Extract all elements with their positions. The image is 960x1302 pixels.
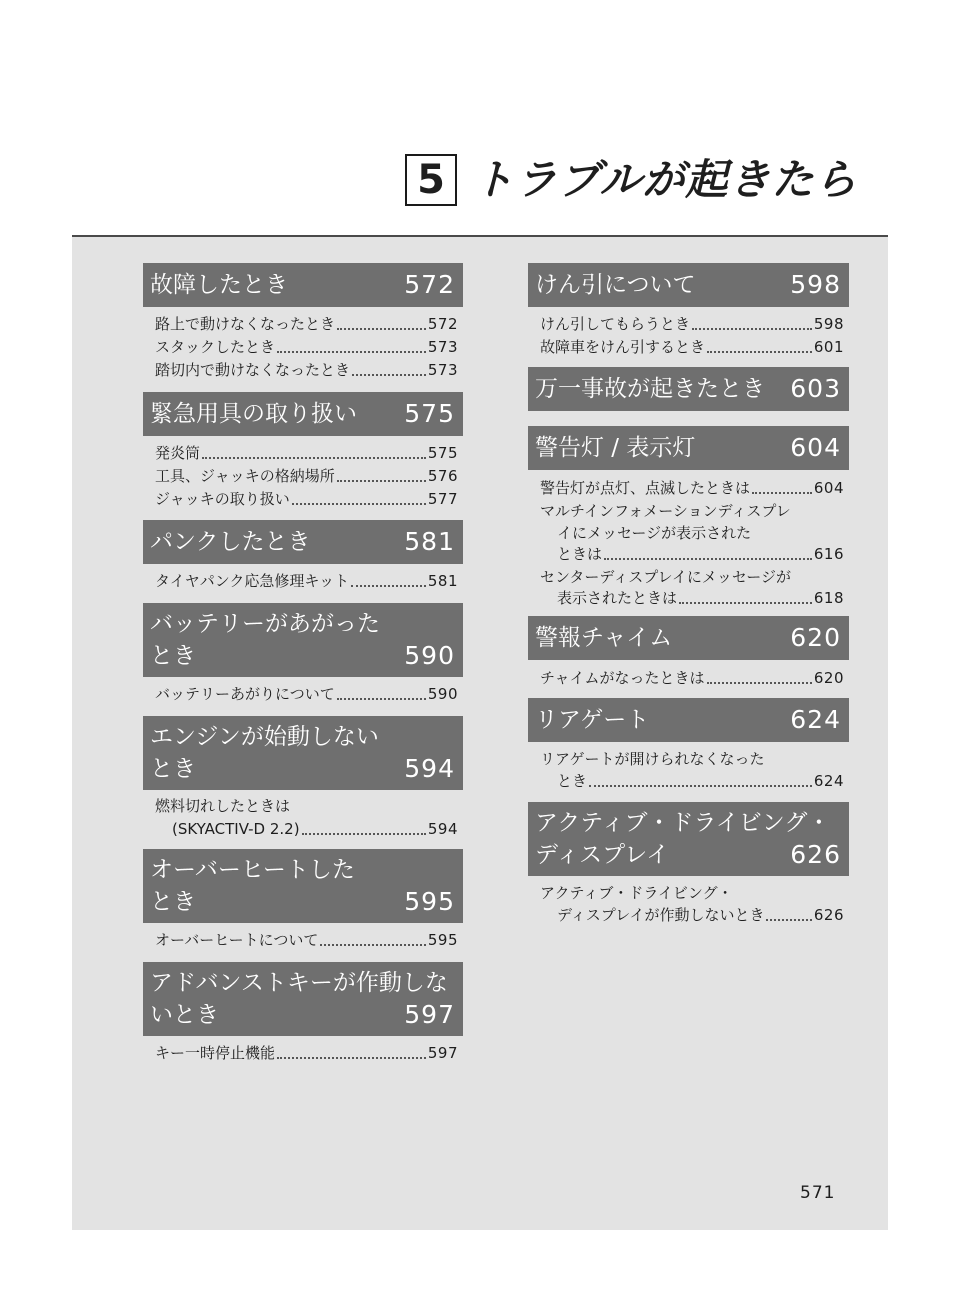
section-battery-header[interactable] bbox=[143, 603, 463, 677]
section-page: 597 bbox=[404, 1000, 455, 1029]
section-title: 警告灯 / 表示灯 bbox=[535, 435, 696, 461]
section-title-line2: とき bbox=[150, 643, 196, 669]
section-page: 626 bbox=[790, 840, 841, 869]
toc-entry[interactable]: オーバーヒートについて 595 bbox=[155, 931, 458, 949]
section-reargate-header[interactable] bbox=[528, 698, 849, 742]
section-title-line1: アドバンストキーが作動しな bbox=[150, 970, 448, 996]
toc-entry[interactable]: ディスプレイが作動しないとき 626 bbox=[557, 906, 844, 924]
section-page: 572 bbox=[404, 270, 455, 299]
section-title-line1: オーバーヒートした bbox=[150, 857, 355, 883]
toc-entry[interactable]: 踏切内で動けなくなったとき 573 bbox=[155, 361, 458, 379]
toc-entry-line: マルチインフォメーションディスプレ bbox=[540, 502, 791, 520]
section-title: けん引について bbox=[535, 272, 696, 298]
section-title-line2: いとき bbox=[150, 1002, 219, 1028]
section-title-line2: とき bbox=[150, 756, 196, 782]
toc-entry[interactable]: 表示されたときは 618 bbox=[557, 589, 844, 607]
chapter-number-box: 5 bbox=[405, 154, 457, 206]
section-kenin-header[interactable] bbox=[528, 263, 849, 307]
toc-entry-line: リアゲートが開けられなくなった bbox=[540, 750, 765, 768]
toc-entry[interactable]: 路上で動けなくなったとき 572 bbox=[155, 315, 458, 333]
section-kinkyu-header[interactable] bbox=[143, 392, 463, 436]
toc-entry[interactable]: チャイムがなったときは 620 bbox=[540, 669, 844, 687]
toc-entry-line: イにメッセージが表示された bbox=[557, 524, 752, 542]
chapter-title: トラブルが起きたら bbox=[472, 155, 858, 204]
section-koshou-header[interactable] bbox=[143, 263, 463, 307]
section-title-line2: とき bbox=[150, 889, 196, 915]
toc-entry[interactable]: けん引してもらうとき 598 bbox=[540, 315, 844, 333]
toc-entry[interactable]: スタックしたとき 573 bbox=[155, 338, 458, 356]
section-title: パンクしたとき bbox=[150, 529, 311, 555]
section-overheat-header[interactable] bbox=[143, 849, 463, 923]
toc-entry[interactable]: (SKYACTIV-D 2.2) 594 bbox=[172, 820, 458, 838]
section-page: 575 bbox=[404, 399, 455, 428]
section-title-line1: アクティブ・ドライビング・ bbox=[535, 810, 831, 836]
toc-entry[interactable]: タイヤパンク応急修理キット 581 bbox=[155, 572, 458, 590]
section-advkey-header[interactable] bbox=[143, 962, 463, 1036]
toc-entry-line: アクティブ・ドライビング・ bbox=[540, 884, 733, 902]
page-number: 571 bbox=[800, 1183, 836, 1203]
section-page: 624 bbox=[790, 705, 841, 734]
section-adisplay-header[interactable] bbox=[528, 802, 849, 876]
section-punk-header[interactable] bbox=[143, 520, 463, 564]
toc-entry[interactable]: ジャッキの取り扱い 577 bbox=[155, 490, 458, 508]
section-title-line1: エンジンが始動しない bbox=[150, 724, 379, 750]
section-page: 581 bbox=[404, 527, 455, 556]
toc-entry[interactable]: 工具、ジャッキの格納場所 576 bbox=[155, 467, 458, 485]
toc-entry[interactable]: 発炎筒 575 bbox=[155, 444, 458, 462]
section-page: 590 bbox=[404, 641, 455, 670]
toc-entry[interactable]: とき 624 bbox=[557, 772, 844, 790]
section-title: 故障したとき bbox=[150, 272, 288, 298]
section-page: 620 bbox=[790, 623, 841, 652]
section-page: 594 bbox=[404, 754, 455, 783]
toc-entry[interactable]: ときは 616 bbox=[557, 545, 844, 563]
section-page: 604 bbox=[790, 433, 841, 462]
section-page: 595 bbox=[404, 887, 455, 916]
section-page: 603 bbox=[790, 374, 841, 403]
section-title: リアゲート bbox=[535, 707, 650, 733]
toc-entry-line: センターディスプレイにメッセージが bbox=[540, 568, 791, 586]
toc-entry-line: 燃料切れしたときは bbox=[155, 797, 291, 815]
section-page: 598 bbox=[790, 270, 841, 299]
toc-entry[interactable]: バッテリーあがりについて 590 bbox=[155, 685, 458, 703]
section-keikoku-header[interactable] bbox=[528, 426, 849, 470]
section-engine-header[interactable] bbox=[143, 716, 463, 790]
section-title-line1: バッテリーがあがった bbox=[150, 611, 380, 637]
toc-entry[interactable]: 故障車をけん引するとき 601 bbox=[540, 338, 844, 356]
section-title: 緊急用具の取り扱い bbox=[150, 401, 357, 427]
toc-entry[interactable]: 警告灯が点灯、点滅したときは 604 bbox=[540, 479, 844, 497]
section-title: 万一事故が起きたとき bbox=[535, 376, 765, 402]
section-title-line2: ディスプレイ bbox=[535, 842, 670, 868]
section-title: 警報チャイム bbox=[535, 625, 673, 651]
section-manichi-header[interactable] bbox=[528, 367, 849, 411]
toc-entry[interactable]: キー一時停止機能 597 bbox=[155, 1044, 458, 1062]
section-chime-header[interactable] bbox=[528, 616, 849, 660]
